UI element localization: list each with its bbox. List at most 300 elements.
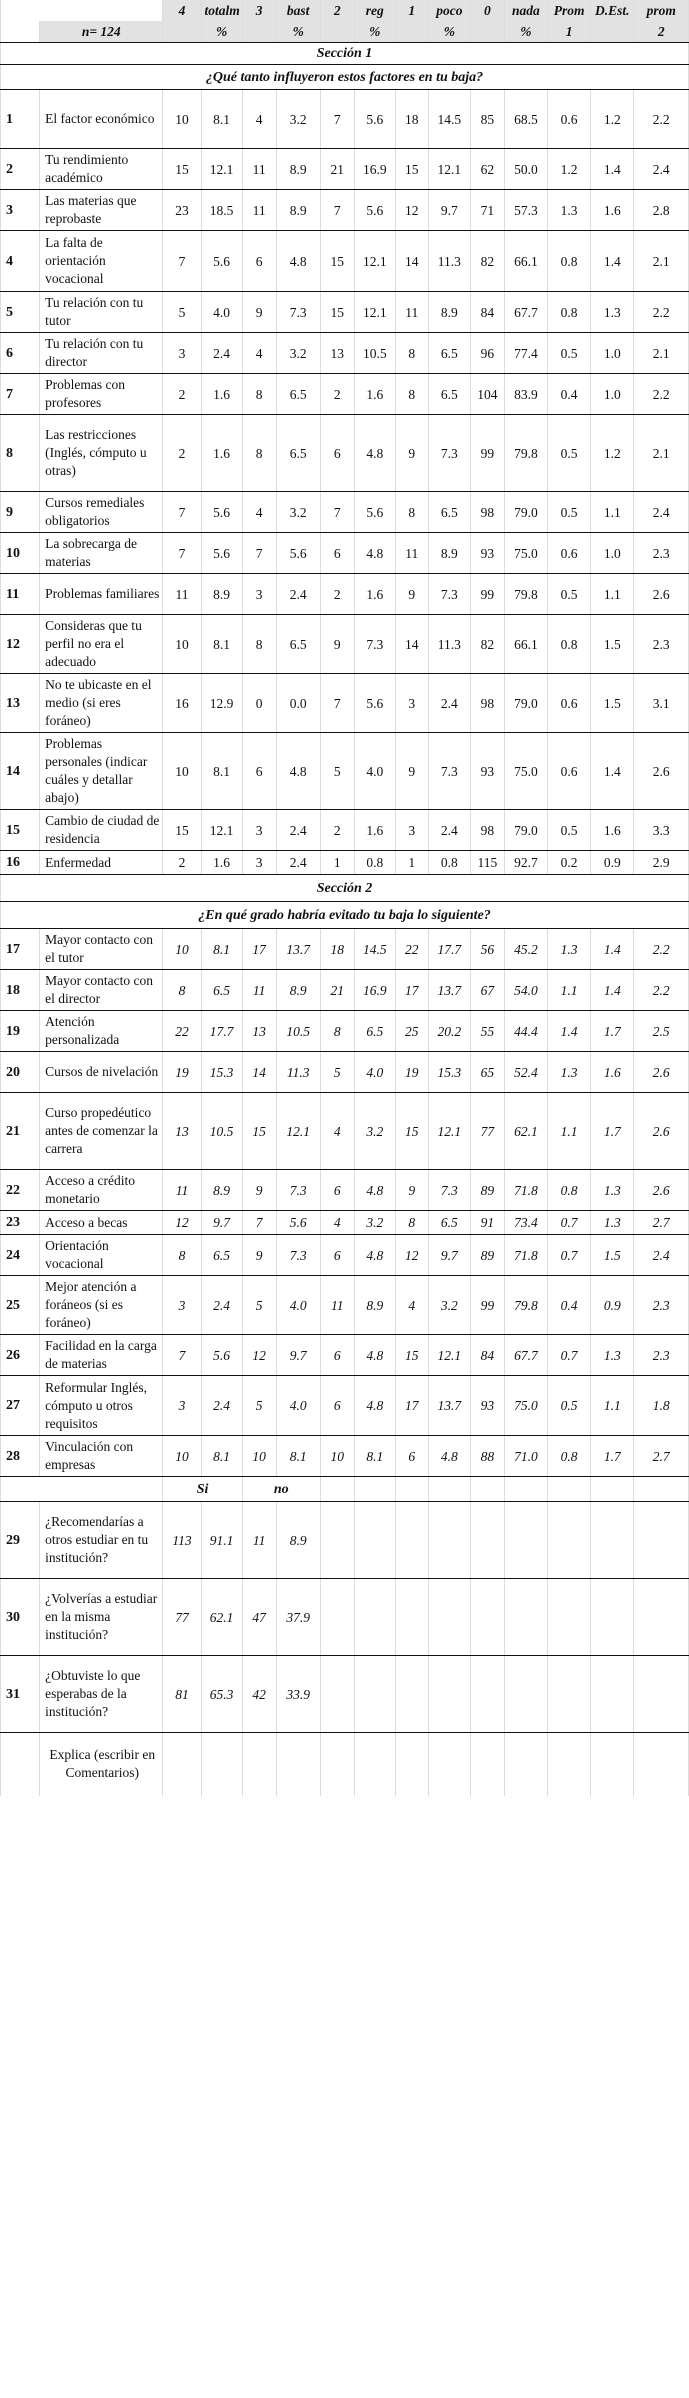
value-cell: 11.3 — [428, 615, 470, 674]
value-cell: 79.8 — [504, 574, 547, 615]
row-label: Tu relación con tu director — [40, 333, 163, 374]
table-row — [1, 1235, 689, 1276]
value-cell: 13.7 — [428, 1376, 470, 1436]
value-cell: 77.4 — [504, 333, 547, 374]
value-cell: 33.9 — [276, 1656, 320, 1733]
blank-cell — [395, 1656, 428, 1733]
value-cell: 8 — [242, 374, 276, 415]
value-cell: 6 — [242, 733, 276, 810]
value-cell: 13 — [320, 333, 354, 374]
blank-cell — [504, 1656, 547, 1733]
value-cell: 12.1 — [354, 292, 395, 333]
value-cell: 1.2 — [591, 90, 634, 149]
value-cell: 8 — [320, 1011, 354, 1052]
value-cell: 8 — [242, 615, 276, 674]
value-cell: 2.3 — [634, 615, 689, 674]
blank-cell — [548, 1733, 591, 1796]
value-cell: 2 — [163, 851, 201, 875]
value-cell: 0.2 — [548, 851, 591, 875]
row-number: 16 — [1, 851, 40, 875]
value-cell: 7.3 — [428, 1170, 470, 1211]
row-number: 15 — [1, 810, 40, 851]
value-cell: 0.6 — [548, 533, 591, 574]
value-cell: 5 — [242, 1276, 276, 1335]
value-cell: 91.1 — [201, 1502, 242, 1579]
value-cell: 1.3 — [591, 1335, 634, 1376]
value-cell: 79.0 — [504, 674, 547, 733]
row-label: La falta de orientación vocacional — [40, 231, 163, 292]
section-question: ¿En qué grado habría evitado tu baja lo siguiente? — [1, 902, 689, 929]
value-cell: 16.9 — [354, 970, 395, 1011]
table-row — [1, 333, 689, 374]
value-cell: 6 — [320, 1170, 354, 1211]
blank-cell — [320, 1502, 354, 1579]
value-cell: 10 — [163, 929, 201, 970]
row-label: Problemas familiares — [40, 574, 163, 615]
value-cell: 2.8 — [634, 190, 689, 231]
section-title-row — [1, 43, 689, 65]
value-cell: 85 — [470, 90, 504, 149]
value-cell: 8 — [163, 1235, 201, 1276]
value-cell: 2.6 — [634, 1093, 689, 1170]
value-cell: 1.1 — [591, 492, 634, 533]
value-cell: 55 — [470, 1011, 504, 1052]
value-cell: 5 — [320, 1052, 354, 1093]
value-cell: 84 — [470, 292, 504, 333]
row-number: 10 — [1, 533, 40, 574]
row-label: Facilidad en la carga de materias — [40, 1335, 163, 1376]
value-cell: 1.6 — [201, 415, 242, 492]
value-cell: 37.9 — [276, 1579, 320, 1656]
value-cell: 2 — [163, 415, 201, 492]
value-cell: 7 — [320, 90, 354, 149]
blank-cell — [470, 1477, 504, 1502]
value-cell: 2.7 — [634, 1211, 689, 1235]
table-row — [1, 1376, 689, 1436]
section-title: Sección 2 — [1, 875, 689, 902]
blank-cell — [428, 1733, 470, 1796]
value-cell: 6.5 — [428, 492, 470, 533]
blank-cell — [276, 1733, 320, 1796]
value-cell: 77 — [470, 1093, 504, 1170]
blank-cell — [163, 1733, 201, 1796]
value-cell: 79.0 — [504, 492, 547, 533]
value-cell: 12 — [395, 190, 428, 231]
row-number: 20 — [1, 1052, 40, 1093]
value-cell: 12.1 — [201, 149, 242, 190]
value-cell: 15 — [395, 1335, 428, 1376]
value-cell: 79.8 — [504, 415, 547, 492]
row-number: 22 — [1, 1170, 40, 1211]
blank-cell — [1, 21, 40, 43]
column-header: 3 — [242, 0, 276, 21]
value-cell: 11 — [242, 970, 276, 1011]
value-cell: 4.0 — [276, 1376, 320, 1436]
value-cell: 42 — [242, 1656, 276, 1733]
value-cell: 3 — [242, 574, 276, 615]
table-row — [1, 929, 689, 970]
value-cell: 2.6 — [634, 574, 689, 615]
value-cell: 3.2 — [276, 90, 320, 149]
value-cell: 2.4 — [276, 851, 320, 875]
value-cell: 9.7 — [201, 1211, 242, 1235]
value-cell: 5.6 — [201, 231, 242, 292]
value-cell: 2.2 — [634, 292, 689, 333]
value-cell: 16 — [163, 674, 201, 733]
value-cell: 8.9 — [428, 533, 470, 574]
blank-cell — [1, 1733, 40, 1796]
value-cell: 99 — [470, 1276, 504, 1335]
value-cell: 50.0 — [504, 149, 547, 190]
value-cell: 4.8 — [276, 231, 320, 292]
value-cell: 6 — [320, 1335, 354, 1376]
blank-cell — [395, 1477, 428, 1502]
value-cell: 1.3 — [591, 1211, 634, 1235]
column-subheader: % — [428, 21, 470, 43]
row-label: Cursos de nivelación — [40, 1052, 163, 1093]
value-cell: 1.6 — [201, 374, 242, 415]
value-cell: 1.7 — [591, 1011, 634, 1052]
column-header: poco — [428, 0, 470, 21]
value-cell: 8 — [395, 1211, 428, 1235]
value-cell: 2.4 — [634, 492, 689, 533]
value-cell: 1.7 — [591, 1093, 634, 1170]
value-cell: 11 — [163, 574, 201, 615]
value-cell: 5.6 — [201, 1335, 242, 1376]
row-label: ¿Volverías a estudiar en la misma institución? — [40, 1579, 163, 1656]
value-cell: 17.7 — [428, 929, 470, 970]
value-cell: 7 — [242, 533, 276, 574]
value-cell: 19 — [395, 1052, 428, 1093]
value-cell: 6 — [320, 1376, 354, 1436]
value-cell: 1.4 — [591, 149, 634, 190]
value-cell: 17 — [395, 1376, 428, 1436]
value-cell: 9.7 — [276, 1335, 320, 1376]
section-question-row — [1, 65, 689, 90]
value-cell: 15 — [320, 231, 354, 292]
row-label: Las materias que reprobaste — [40, 190, 163, 231]
value-cell: 1.2 — [548, 149, 591, 190]
column-header: 4 — [163, 0, 201, 21]
value-cell: 1 — [320, 851, 354, 875]
row-number: 7 — [1, 374, 40, 415]
value-cell: 8.1 — [201, 1436, 242, 1477]
value-cell: 11 — [395, 533, 428, 574]
value-cell: 4.8 — [354, 1235, 395, 1276]
value-cell: 15 — [395, 149, 428, 190]
value-cell: 0.6 — [548, 674, 591, 733]
row-number: 29 — [1, 1502, 40, 1579]
table-row — [1, 851, 689, 875]
row-number: 8 — [1, 415, 40, 492]
value-cell: 8 — [395, 374, 428, 415]
value-cell: 12 — [163, 1211, 201, 1235]
value-cell: 2.4 — [276, 574, 320, 615]
value-cell: 5 — [320, 733, 354, 810]
table-row — [1, 1170, 689, 1211]
value-cell: 0.5 — [548, 333, 591, 374]
value-cell: 91 — [470, 1211, 504, 1235]
value-cell: 2 — [163, 374, 201, 415]
value-cell: 1.1 — [591, 1376, 634, 1436]
column-subheader: % — [354, 21, 395, 43]
value-cell: 15 — [395, 1093, 428, 1170]
row-number: 9 — [1, 492, 40, 533]
value-cell: 3.2 — [276, 492, 320, 533]
table-row — [1, 1502, 689, 1579]
blank-cell — [591, 1477, 634, 1502]
value-cell: 13.7 — [428, 970, 470, 1011]
value-cell: 2.2 — [634, 90, 689, 149]
column-subheader — [320, 21, 354, 43]
value-cell: 10 — [320, 1436, 354, 1477]
row-number: 11 — [1, 574, 40, 615]
table-row — [1, 1276, 689, 1335]
value-cell: 11 — [395, 292, 428, 333]
table-row — [1, 231, 689, 292]
column-header: Prom — [548, 0, 591, 21]
value-cell: 4.0 — [276, 1276, 320, 1335]
value-cell: 82 — [470, 615, 504, 674]
row-number: 4 — [1, 231, 40, 292]
value-cell: 5 — [163, 292, 201, 333]
value-cell: 20.2 — [428, 1011, 470, 1052]
value-cell: 3 — [242, 810, 276, 851]
value-cell: 8.9 — [276, 970, 320, 1011]
sample-size: n= 124 — [40, 21, 163, 43]
value-cell: 1.4 — [591, 733, 634, 810]
table-row — [1, 374, 689, 415]
value-cell: 3 — [395, 810, 428, 851]
value-cell: 6.5 — [201, 1235, 242, 1276]
value-cell: 7.3 — [428, 733, 470, 810]
value-cell: 2.5 — [634, 1011, 689, 1052]
value-cell: 7 — [242, 1211, 276, 1235]
value-cell: 5.6 — [354, 190, 395, 231]
table-row — [1, 574, 689, 615]
value-cell: 5.6 — [201, 533, 242, 574]
value-cell: 4.8 — [354, 1170, 395, 1211]
row-number: 27 — [1, 1376, 40, 1436]
value-cell: 62.1 — [201, 1579, 242, 1656]
value-cell: 6.5 — [428, 1211, 470, 1235]
value-cell: 1.4 — [591, 970, 634, 1011]
value-cell: 7 — [320, 674, 354, 733]
value-cell: 1.3 — [548, 1052, 591, 1093]
row-label: Vinculación con empresas — [40, 1436, 163, 1477]
value-cell: 13 — [242, 1011, 276, 1052]
table-row — [1, 415, 689, 492]
value-cell: 15.3 — [201, 1052, 242, 1093]
blank-cell — [548, 1656, 591, 1733]
table-row — [1, 970, 689, 1011]
row-label: Cursos remediales obligatorios — [40, 492, 163, 533]
value-cell: 1.0 — [591, 533, 634, 574]
value-cell: 5.6 — [276, 1211, 320, 1235]
value-cell: 22 — [163, 1011, 201, 1052]
row-label: Acceso a becas — [40, 1211, 163, 1235]
row-number: 2 — [1, 149, 40, 190]
value-cell: 11 — [242, 149, 276, 190]
value-cell: 4 — [320, 1211, 354, 1235]
row-number: 30 — [1, 1579, 40, 1656]
blank-cell — [354, 1477, 395, 1502]
row-label: ¿Recomendarías a otros estudiar en tu institución? — [40, 1502, 163, 1579]
blank-cell — [354, 1579, 395, 1656]
value-cell: 75.0 — [504, 1376, 547, 1436]
value-cell: 67.7 — [504, 292, 547, 333]
value-cell: 7 — [320, 492, 354, 533]
column-header: bast — [276, 0, 320, 21]
blank-cell — [395, 1733, 428, 1796]
value-cell: 98 — [470, 492, 504, 533]
value-cell: 93 — [470, 733, 504, 810]
column-subheader: 2 — [634, 21, 689, 43]
value-cell: 79.8 — [504, 1276, 547, 1335]
value-cell: 99 — [470, 415, 504, 492]
value-cell: 8 — [242, 415, 276, 492]
value-cell: 3 — [163, 333, 201, 374]
value-cell: 47 — [242, 1579, 276, 1656]
value-cell: 8 — [395, 333, 428, 374]
row-label: Mayor contacto con el tutor — [40, 929, 163, 970]
blank-cell — [504, 1502, 547, 1579]
table-row — [1, 292, 689, 333]
value-cell: 5.6 — [276, 533, 320, 574]
column-subheader — [591, 21, 634, 43]
value-cell: 11 — [242, 1502, 276, 1579]
value-cell: 10.5 — [354, 333, 395, 374]
row-number: 1 — [1, 90, 40, 149]
blank-cell — [320, 1579, 354, 1656]
value-cell: 0.7 — [548, 1235, 591, 1276]
value-cell: 13 — [163, 1093, 201, 1170]
table-row — [1, 615, 689, 674]
value-cell: 0.5 — [548, 810, 591, 851]
blank-cell — [395, 1502, 428, 1579]
value-cell: 9 — [320, 615, 354, 674]
value-cell: 1.2 — [591, 415, 634, 492]
value-cell: 9 — [395, 574, 428, 615]
value-cell: 7.3 — [428, 415, 470, 492]
value-cell: 12.1 — [201, 810, 242, 851]
value-cell: 98 — [470, 674, 504, 733]
value-cell: 9 — [395, 733, 428, 810]
value-cell: 2.4 — [634, 149, 689, 190]
value-cell: 0.8 — [548, 231, 591, 292]
value-cell: 67.7 — [504, 1335, 547, 1376]
row-label: No te ubicaste en el medio (si eres foráneo) — [40, 674, 163, 733]
value-cell: 4.8 — [354, 415, 395, 492]
column-header: 1 — [395, 0, 428, 21]
value-cell: 21 — [320, 970, 354, 1011]
value-cell: 89 — [470, 1170, 504, 1211]
blank-cell — [548, 1579, 591, 1656]
value-cell: 17 — [395, 970, 428, 1011]
value-cell: 0.0 — [276, 674, 320, 733]
value-cell: 1.6 — [591, 190, 634, 231]
value-cell: 83.9 — [504, 374, 547, 415]
value-cell: 6.5 — [428, 333, 470, 374]
value-cell: 4.8 — [354, 1376, 395, 1436]
row-number: 26 — [1, 1335, 40, 1376]
value-cell: 0.4 — [548, 374, 591, 415]
value-cell: 8.9 — [276, 1502, 320, 1579]
value-cell: 5.6 — [354, 674, 395, 733]
value-cell: 2.6 — [634, 733, 689, 810]
value-cell: 4 — [320, 1093, 354, 1170]
yes-no-header-row — [1, 1477, 689, 1502]
value-cell: 71.8 — [504, 1170, 547, 1211]
row-label: Las restricciones (Inglés, cómputo u otras) — [40, 415, 163, 492]
value-cell: 4 — [242, 333, 276, 374]
row-number: 14 — [1, 733, 40, 810]
value-cell: 52.4 — [504, 1052, 547, 1093]
value-cell: 1.5 — [591, 1235, 634, 1276]
column-header: totalm — [201, 0, 242, 21]
blank-cell — [428, 1579, 470, 1656]
explain-row — [1, 1733, 689, 1796]
blank-cell — [504, 1477, 547, 1502]
value-cell: 0.8 — [548, 1436, 591, 1477]
blank-cell — [591, 1502, 634, 1579]
section-question-row — [1, 902, 689, 929]
value-cell: 13.7 — [276, 929, 320, 970]
value-cell: 8.9 — [354, 1276, 395, 1335]
value-cell: 1.1 — [548, 1093, 591, 1170]
value-cell: 4.8 — [276, 733, 320, 810]
value-cell: 82 — [470, 231, 504, 292]
value-cell: 2.1 — [634, 333, 689, 374]
value-cell: 0.9 — [591, 1276, 634, 1335]
value-cell: 11 — [163, 1170, 201, 1211]
value-cell: 2.2 — [634, 970, 689, 1011]
blank-cell — [470, 1733, 504, 1796]
value-cell: 17 — [242, 929, 276, 970]
table-row — [1, 190, 689, 231]
blank-cell — [428, 1477, 470, 1502]
row-number: 5 — [1, 292, 40, 333]
value-cell: 8.9 — [201, 574, 242, 615]
table-row — [1, 1052, 689, 1093]
column-header: prom — [634, 0, 689, 21]
value-cell: 2.4 — [201, 333, 242, 374]
value-cell: 18.5 — [201, 190, 242, 231]
value-cell: 18 — [395, 90, 428, 149]
value-cell: 7.3 — [276, 292, 320, 333]
value-cell: 113 — [163, 1502, 201, 1579]
value-cell: 1.6 — [591, 1052, 634, 1093]
value-cell: 9.7 — [428, 1235, 470, 1276]
row-number: 3 — [1, 190, 40, 231]
header-spacer — [1, 0, 163, 21]
table-row — [1, 1211, 689, 1235]
value-cell: 79.0 — [504, 810, 547, 851]
value-cell: 12 — [242, 1335, 276, 1376]
value-cell: 15.3 — [428, 1052, 470, 1093]
value-cell: 10 — [242, 1436, 276, 1477]
row-label: Tu rendimiento académico — [40, 149, 163, 190]
row-label: Problemas personales (indicar cuáles y detallar abajo) — [40, 733, 163, 810]
value-cell: 11.3 — [428, 231, 470, 292]
value-cell: 23 — [163, 190, 201, 231]
value-cell: 12.9 — [201, 674, 242, 733]
column-subheader — [242, 21, 276, 43]
value-cell: 44.4 — [504, 1011, 547, 1052]
value-cell: 104 — [470, 374, 504, 415]
value-cell: 10 — [163, 90, 201, 149]
value-cell: 0.8 — [428, 851, 470, 875]
